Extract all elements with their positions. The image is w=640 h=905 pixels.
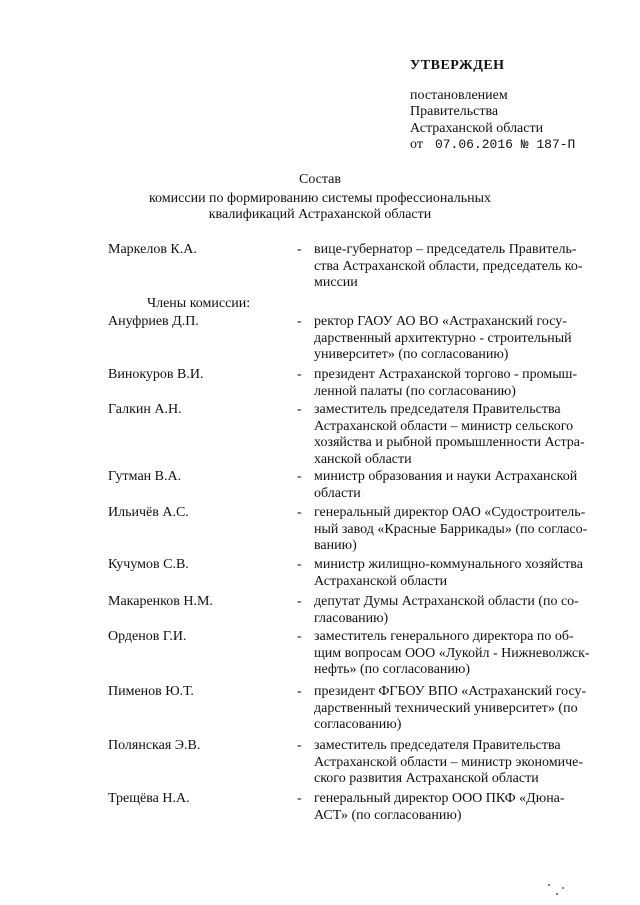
member-position-line: дарственный архитектурно - строительный <box>314 330 572 346</box>
member-position-line: генеральный директор ООО ПКФ «Дюна- <box>314 791 565 806</box>
approval-date-stamp: 07.06.2016 № 187-П <box>434 137 576 152</box>
member-position-line: заместитель председателя Правительства <box>314 402 561 417</box>
member-dash: - <box>297 557 302 572</box>
member-position <box>314 402 614 468</box>
heading-line-3: квалификаций Астраханской области <box>208 207 432 222</box>
member-position-line: генеральный директор ОАО «Судостроитель- <box>314 505 586 520</box>
member-position-line: заместитель генерального директора по об- <box>314 629 574 644</box>
member-name: Винокуров В.И. <box>108 367 204 382</box>
member-dash: - <box>297 629 302 644</box>
member-position <box>314 469 614 502</box>
member-position-line: Астраханской области – министр экономиче- <box>314 754 584 770</box>
member-position-line: АСТ» (по согласованию) <box>314 807 462 823</box>
member-dash: - <box>297 738 302 753</box>
member-position <box>314 367 614 400</box>
member-position <box>314 738 614 788</box>
member-position <box>314 505 614 555</box>
member-name: Маркелов К.А. <box>108 242 197 257</box>
member-position-line: вице-губернатор – председатель Правитель- <box>314 242 577 257</box>
heading-title: Состав <box>298 172 341 187</box>
members-label: Члены комиссии: <box>147 296 251 311</box>
member-position-line: заместитель председателя Правительства <box>314 738 561 753</box>
approval-line-3: Астраханской области <box>410 120 544 136</box>
member-position-line: нефть» (по согласованию) <box>314 662 471 677</box>
member-position <box>314 557 614 590</box>
member-dash: - <box>297 242 302 257</box>
approval-date-line <box>410 137 630 154</box>
member-name: Ануфриев Д.П. <box>108 314 199 329</box>
member-dash: - <box>297 684 302 699</box>
member-dash: - <box>297 791 302 806</box>
member-position-line: согласованию) <box>314 717 402 732</box>
member-position-line: ленной палаты (по согласованию) <box>314 383 516 399</box>
member-position-line: президент ФГБОУ ВПО «Астраханский госу- <box>314 684 587 699</box>
member-position <box>314 242 614 292</box>
member-dash: - <box>297 469 302 484</box>
member-position <box>314 594 614 627</box>
member-name: Полянская Э.В. <box>108 738 201 753</box>
approval-block <box>410 58 630 154</box>
member-dash: - <box>297 314 302 329</box>
scan-speck <box>556 893 558 895</box>
approval-line-2: Правительства <box>410 104 499 119</box>
member-dash: - <box>297 505 302 520</box>
member-dash: - <box>297 594 302 609</box>
member-position-line: гласованию) <box>314 610 389 626</box>
member-position-line: ханской области <box>314 451 412 467</box>
member-position-line: ный завод «Красные Баррикады» (по согласо- <box>314 521 588 537</box>
member-position-line: щим вопросам ООО «Лукойл - Нижневолжск- <box>314 645 590 661</box>
member-position-line: ванию) <box>314 538 357 553</box>
member-name: Ильичёв А.С. <box>108 505 189 520</box>
member-position-line: дарственный технический университет» (по <box>314 700 578 716</box>
member-position-line: университет» (по согласованию) <box>314 347 509 362</box>
member-position-line: ства Астраханской области, председатель ко- <box>314 258 583 274</box>
member-position-line: хозяйства и рыбной промышленности Астра- <box>314 435 585 450</box>
member-position-line: министр образования и науки Астраханской <box>314 469 578 484</box>
member-position-line: Астраханской области <box>314 573 448 589</box>
member-position-line: министр жилищно-коммунального хозяйства <box>314 557 583 572</box>
member-name: Кучумов С.В. <box>108 557 189 572</box>
member-position-line: ского развития Астраханской области <box>314 771 539 786</box>
member-position <box>314 791 614 824</box>
approval-date-prefix: от <box>410 137 423 152</box>
member-position <box>314 629 614 679</box>
heading-line-2: комиссии по формированию системы профессиональных <box>148 190 492 206</box>
member-name: Гутман В.А. <box>108 469 182 484</box>
member-dash: - <box>297 367 302 382</box>
approval-line-1: постановлением <box>410 87 508 103</box>
member-name: Галкин А.Н. <box>108 402 182 417</box>
member-name: Орденов Г.И. <box>108 629 187 644</box>
member-position <box>314 684 614 734</box>
member-name: Пименов Ю.Т. <box>108 684 194 699</box>
member-position-line: президент Астраханской торгово - промыш- <box>314 367 578 382</box>
member-position-line: ректор ГАОУ АО ВО «Астраханский госу- <box>314 314 567 329</box>
member-position-line: миссии <box>314 275 358 290</box>
member-position-line: области <box>314 485 361 501</box>
member-position-line: Астраханской области – министр сельского <box>314 418 574 434</box>
member-name: Макаренков Н.М. <box>108 594 213 609</box>
approval-title: УТВЕРЖДЕН <box>410 58 505 73</box>
document-heading <box>120 172 520 224</box>
member-dash: - <box>297 402 302 417</box>
member-name: Трещёва Н.А. <box>108 791 190 806</box>
member-position <box>314 314 614 364</box>
member-position-line: депутат Думы Астраханской области (по со- <box>314 594 579 609</box>
scan-speck <box>548 884 550 886</box>
scan-speck <box>562 887 564 889</box>
